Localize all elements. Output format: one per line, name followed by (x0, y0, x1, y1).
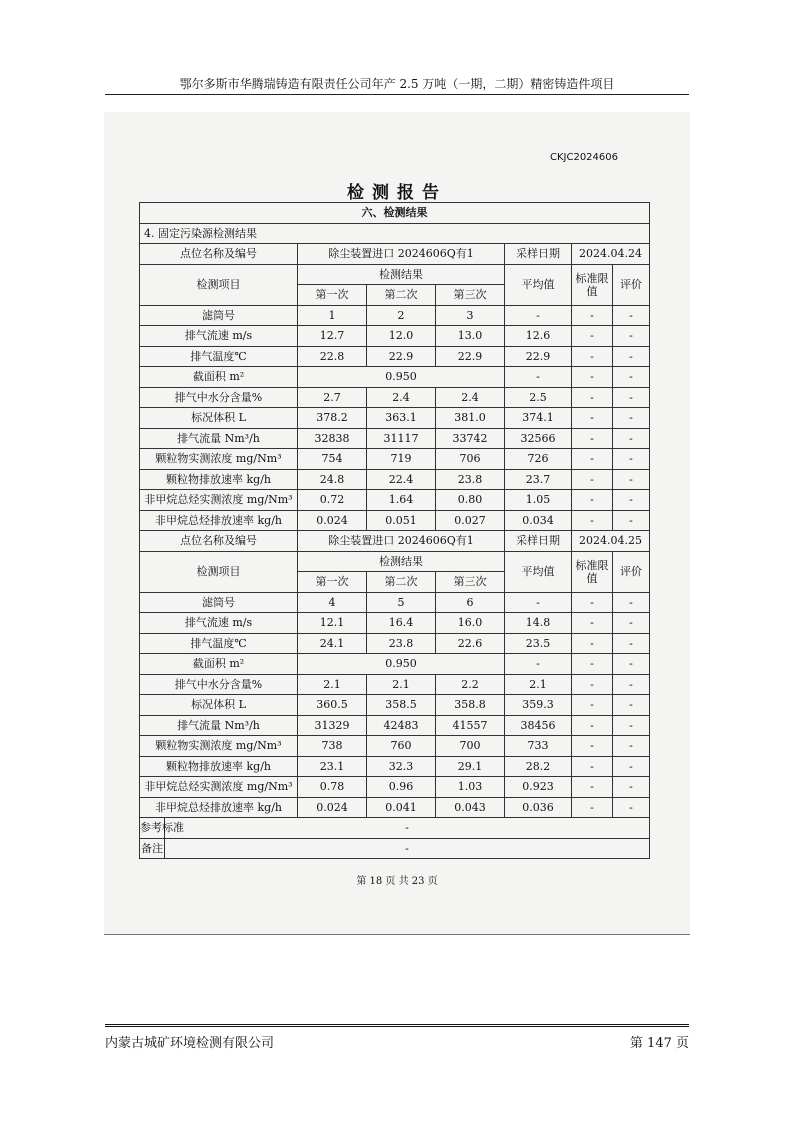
report-page-info: 第 18 页 共 23 页 (356, 876, 438, 887)
row-evaluation: - (613, 408, 650, 429)
table-row (140, 654, 650, 675)
row-item-name: 滤筒号 (140, 305, 298, 326)
row-average: 726 (505, 449, 572, 470)
std-header: 标准限值 (572, 264, 613, 305)
row-value-2: 42483 (367, 715, 436, 736)
report-code: CKJC2024606 (549, 152, 618, 163)
row-value-2: 0.051 (367, 510, 436, 531)
table-row (140, 305, 650, 326)
row-item-name: 非甲烷总烃排放速率 kg/h (140, 797, 298, 818)
row-average: 2.1 (505, 674, 572, 695)
subsection-row (140, 223, 650, 244)
row-average: 38456 (505, 715, 572, 736)
row-evaluation: - (613, 695, 650, 716)
row-evaluation: - (613, 387, 650, 408)
row-evaluation: - (613, 613, 650, 634)
section-title: 六、检测结果 (140, 203, 650, 224)
row-value-2: 1.64 (367, 490, 436, 511)
date-label: 采样日期 (505, 244, 572, 265)
run-header: 第一次 (298, 285, 367, 306)
remark-label: 备注 (140, 838, 165, 859)
row-value-2: 23.8 (367, 633, 436, 654)
table-row (140, 408, 650, 429)
avg-header: 平均值 (505, 551, 572, 592)
row-standard: - (572, 715, 613, 736)
date-value: 2024.04.24 (572, 244, 650, 265)
row-standard: - (572, 469, 613, 490)
date-label: 采样日期 (505, 531, 572, 552)
row-value-1: 31329 (298, 715, 367, 736)
row-value-2: 32.3 (367, 756, 436, 777)
row-average: 374.1 (505, 408, 572, 429)
row-value-1: 378.2 (298, 408, 367, 429)
row-value-2: 12.0 (367, 326, 436, 347)
row-value-3: 0.027 (436, 510, 505, 531)
row-evaluation: - (613, 510, 650, 531)
row-average: 0.923 (505, 777, 572, 798)
row-standard: - (572, 428, 613, 449)
row-evaluation: - (613, 305, 650, 326)
point-value: 除尘装置进口 2024606Q有1 (298, 531, 505, 552)
row-value-1: 23.1 (298, 756, 367, 777)
document-footer (105, 1024, 689, 1049)
row-evaluation: - (613, 715, 650, 736)
table-row (140, 695, 650, 716)
row-item-name: 颗粒物实测浓度 mg/Nm³ (140, 736, 298, 757)
reference-row (140, 818, 650, 839)
row-item-name: 标况体积 L (140, 408, 298, 429)
row-value-3: 33742 (436, 428, 505, 449)
table-row (140, 469, 650, 490)
run-header: 第一次 (298, 572, 367, 593)
table-row (140, 736, 650, 757)
row-evaluation: - (613, 367, 650, 388)
row-average: 2.5 (505, 387, 572, 408)
row-standard: - (572, 756, 613, 777)
row-evaluation: - (613, 490, 650, 511)
row-standard: - (572, 674, 613, 695)
row-average: - (505, 367, 572, 388)
point-label: 点位名称及编号 (140, 244, 298, 265)
row-value-1: 2.1 (298, 674, 367, 695)
row-value-1: 360.5 (298, 695, 367, 716)
row-evaluation: - (613, 326, 650, 347)
table-row (140, 715, 650, 736)
reference-value: - (165, 818, 650, 839)
row-item-name: 排气温度℃ (140, 346, 298, 367)
point-row (140, 531, 650, 552)
item-header: 检测项目 (140, 551, 298, 592)
row-value-2: 22.4 (367, 469, 436, 490)
table-row (140, 674, 650, 695)
row-value-1: 32838 (298, 428, 367, 449)
row-value-3: 29.1 (436, 756, 505, 777)
row-average: - (505, 305, 572, 326)
row-value-3: 358.8 (436, 695, 505, 716)
row-item-name: 排气中水分含量% (140, 387, 298, 408)
row-evaluation: - (613, 736, 650, 757)
footer-page-number: 第 147 页 (629, 1036, 689, 1051)
row-value-3: 22.6 (436, 633, 505, 654)
row-value-3: 23.8 (436, 469, 505, 490)
row-value-2: 2 (367, 305, 436, 326)
row-evaluation: - (613, 654, 650, 675)
row-value-2: 2.4 (367, 387, 436, 408)
eval-header: 评价 (613, 551, 650, 592)
row-average: 733 (505, 736, 572, 757)
row-item-name: 非甲烷总烃排放速率 kg/h (140, 510, 298, 531)
row-value-2: 0.041 (367, 797, 436, 818)
row-value-2: 0.96 (367, 777, 436, 798)
row-average: 14.8 (505, 613, 572, 634)
row-item-name: 滤筒号 (140, 592, 298, 613)
row-average: 23.7 (505, 469, 572, 490)
table-row (140, 326, 650, 347)
row-value-1: 0.78 (298, 777, 367, 798)
run-header: 第三次 (436, 572, 505, 593)
row-value-1: 22.8 (298, 346, 367, 367)
row-value-2: 358.5 (367, 695, 436, 716)
row-value-1: 738 (298, 736, 367, 757)
row-item-name: 颗粒物排放速率 kg/h (140, 469, 298, 490)
row-value-1: 754 (298, 449, 367, 470)
eval-header: 评价 (613, 264, 650, 305)
row-standard: - (572, 305, 613, 326)
table-row (140, 633, 650, 654)
section-row (140, 203, 650, 224)
row-item-name: 排气流量 Nm³/h (140, 428, 298, 449)
row-evaluation: - (613, 756, 650, 777)
table-row (140, 428, 650, 449)
row-item-name: 排气流量 Nm³/h (140, 715, 298, 736)
table-row (140, 510, 650, 531)
row-standard: - (572, 346, 613, 367)
row-average: 359.3 (505, 695, 572, 716)
row-item-name: 非甲烷总烃实测浓度 mg/Nm³ (140, 490, 298, 511)
row-item-name: 排气流速 m/s (140, 326, 298, 347)
row-standard: - (572, 367, 613, 388)
document-header: 鄂尔多斯市华腾瑞铸造有限责任公司年产 2.5 万吨（一期，二期）精密铸造件项目 (105, 74, 689, 95)
row-standard: - (572, 592, 613, 613)
table-row (140, 613, 650, 634)
row-value-3: 381.0 (436, 408, 505, 429)
row-value-1: 0.024 (298, 797, 367, 818)
row-value-3: 2.4 (436, 387, 505, 408)
result-header: 检测结果 (298, 264, 505, 285)
row-value-3: 16.0 (436, 613, 505, 634)
row-value-1: 12.1 (298, 613, 367, 634)
row-value-3: 706 (436, 449, 505, 470)
row-standard: - (572, 777, 613, 798)
item-header: 检测项目 (140, 264, 298, 305)
row-value-3: 22.9 (436, 346, 505, 367)
row-item-name: 颗粒物实测浓度 mg/Nm³ (140, 449, 298, 470)
results-table (139, 202, 650, 859)
std-header: 标准限值 (572, 551, 613, 592)
row-evaluation: - (613, 469, 650, 490)
run-header: 第三次 (436, 285, 505, 306)
run-header: 第二次 (367, 285, 436, 306)
point-value: 除尘装置进口 2024606Q有1 (298, 244, 505, 265)
header-row (140, 551, 650, 572)
row-average: - (505, 592, 572, 613)
row-value-3: 6 (436, 592, 505, 613)
row-value-2: 760 (367, 736, 436, 757)
row-value-1: 12.7 (298, 326, 367, 347)
row-item-name: 排气中水分含量% (140, 674, 298, 695)
table-row (140, 367, 650, 388)
row-value-1: 2.7 (298, 387, 367, 408)
row-average: 22.9 (505, 346, 572, 367)
row-evaluation: - (613, 428, 650, 449)
report-title: 检测报告 (347, 183, 447, 203)
row-standard: - (572, 736, 613, 757)
row-item-name: 颗粒物排放速率 kg/h (140, 756, 298, 777)
row-value-1: 0.72 (298, 490, 367, 511)
row-value-1: 24.1 (298, 633, 367, 654)
subsection-title: 4. 固定污染源检测结果 (140, 223, 650, 244)
footer-company: 内蒙古城矿环境检测有限公司 (105, 1036, 275, 1051)
row-value-2: 2.1 (367, 674, 436, 695)
row-item-name: 非甲烷总烃实测浓度 mg/Nm³ (140, 777, 298, 798)
row-evaluation: - (613, 592, 650, 613)
row-item-name: 截面积 m² (140, 367, 298, 388)
row-item-name: 排气流速 m/s (140, 613, 298, 634)
row-value-3: 0.80 (436, 490, 505, 511)
row-value-2: 31117 (367, 428, 436, 449)
row-value-1: 1 (298, 305, 367, 326)
row-value-3: 2.2 (436, 674, 505, 695)
row-standard: - (572, 449, 613, 470)
row-value-3: 0.043 (436, 797, 505, 818)
row-value-3: 1.03 (436, 777, 505, 798)
row-standard: - (572, 613, 613, 634)
row-average: 0.034 (505, 510, 572, 531)
row-value-3: 13.0 (436, 326, 505, 347)
row-value-2: 16.4 (367, 613, 436, 634)
run-header: 第二次 (367, 572, 436, 593)
row-average: 1.05 (505, 490, 572, 511)
remark-value: - (165, 838, 650, 859)
row-evaluation: - (613, 797, 650, 818)
point-row (140, 244, 650, 265)
row-average: - (505, 654, 572, 675)
row-evaluation: - (613, 449, 650, 470)
header-row (140, 264, 650, 285)
row-evaluation: - (613, 674, 650, 695)
row-standard: - (572, 387, 613, 408)
table-row (140, 490, 650, 511)
row-item-name: 截面积 m² (140, 654, 298, 675)
row-average: 12.6 (505, 326, 572, 347)
row-standard: - (572, 510, 613, 531)
table-row (140, 449, 650, 470)
row-value-2: 363.1 (367, 408, 436, 429)
row-value-3: 41557 (436, 715, 505, 736)
result-header: 检测结果 (298, 551, 505, 572)
row-value-2: 5 (367, 592, 436, 613)
row-average: 23.5 (505, 633, 572, 654)
row-merged-value: 0.950 (298, 654, 505, 675)
row-value-3: 3 (436, 305, 505, 326)
row-standard: - (572, 633, 613, 654)
table-row (140, 797, 650, 818)
row-standard: - (572, 326, 613, 347)
row-value-2: 719 (367, 449, 436, 470)
point-label: 点位名称及编号 (140, 531, 298, 552)
table-row (140, 346, 650, 367)
table-row (140, 756, 650, 777)
row-standard: - (572, 408, 613, 429)
table-row (140, 592, 650, 613)
row-item-name: 排气温度℃ (140, 633, 298, 654)
reference-label: 参考标准 (140, 818, 165, 839)
table-row (140, 777, 650, 798)
row-average: 28.2 (505, 756, 572, 777)
row-standard: - (572, 695, 613, 716)
row-evaluation: - (613, 777, 650, 798)
row-average: 32566 (505, 428, 572, 449)
remark-row (140, 838, 650, 859)
date-value: 2024.04.25 (572, 531, 650, 552)
row-standard: - (572, 654, 613, 675)
row-value-1: 0.024 (298, 510, 367, 531)
row-standard: - (572, 797, 613, 818)
row-item-name: 标况体积 L (140, 695, 298, 716)
avg-header: 平均值 (505, 264, 572, 305)
row-standard: - (572, 490, 613, 511)
row-merged-value: 0.950 (298, 367, 505, 388)
row-value-2: 22.9 (367, 346, 436, 367)
row-evaluation: - (613, 633, 650, 654)
scanned-report-page (104, 112, 690, 935)
row-value-3: 700 (436, 736, 505, 757)
row-average: 0.036 (505, 797, 572, 818)
row-value-1: 4 (298, 592, 367, 613)
row-value-1: 24.8 (298, 469, 367, 490)
row-evaluation: - (613, 346, 650, 367)
table-row (140, 387, 650, 408)
